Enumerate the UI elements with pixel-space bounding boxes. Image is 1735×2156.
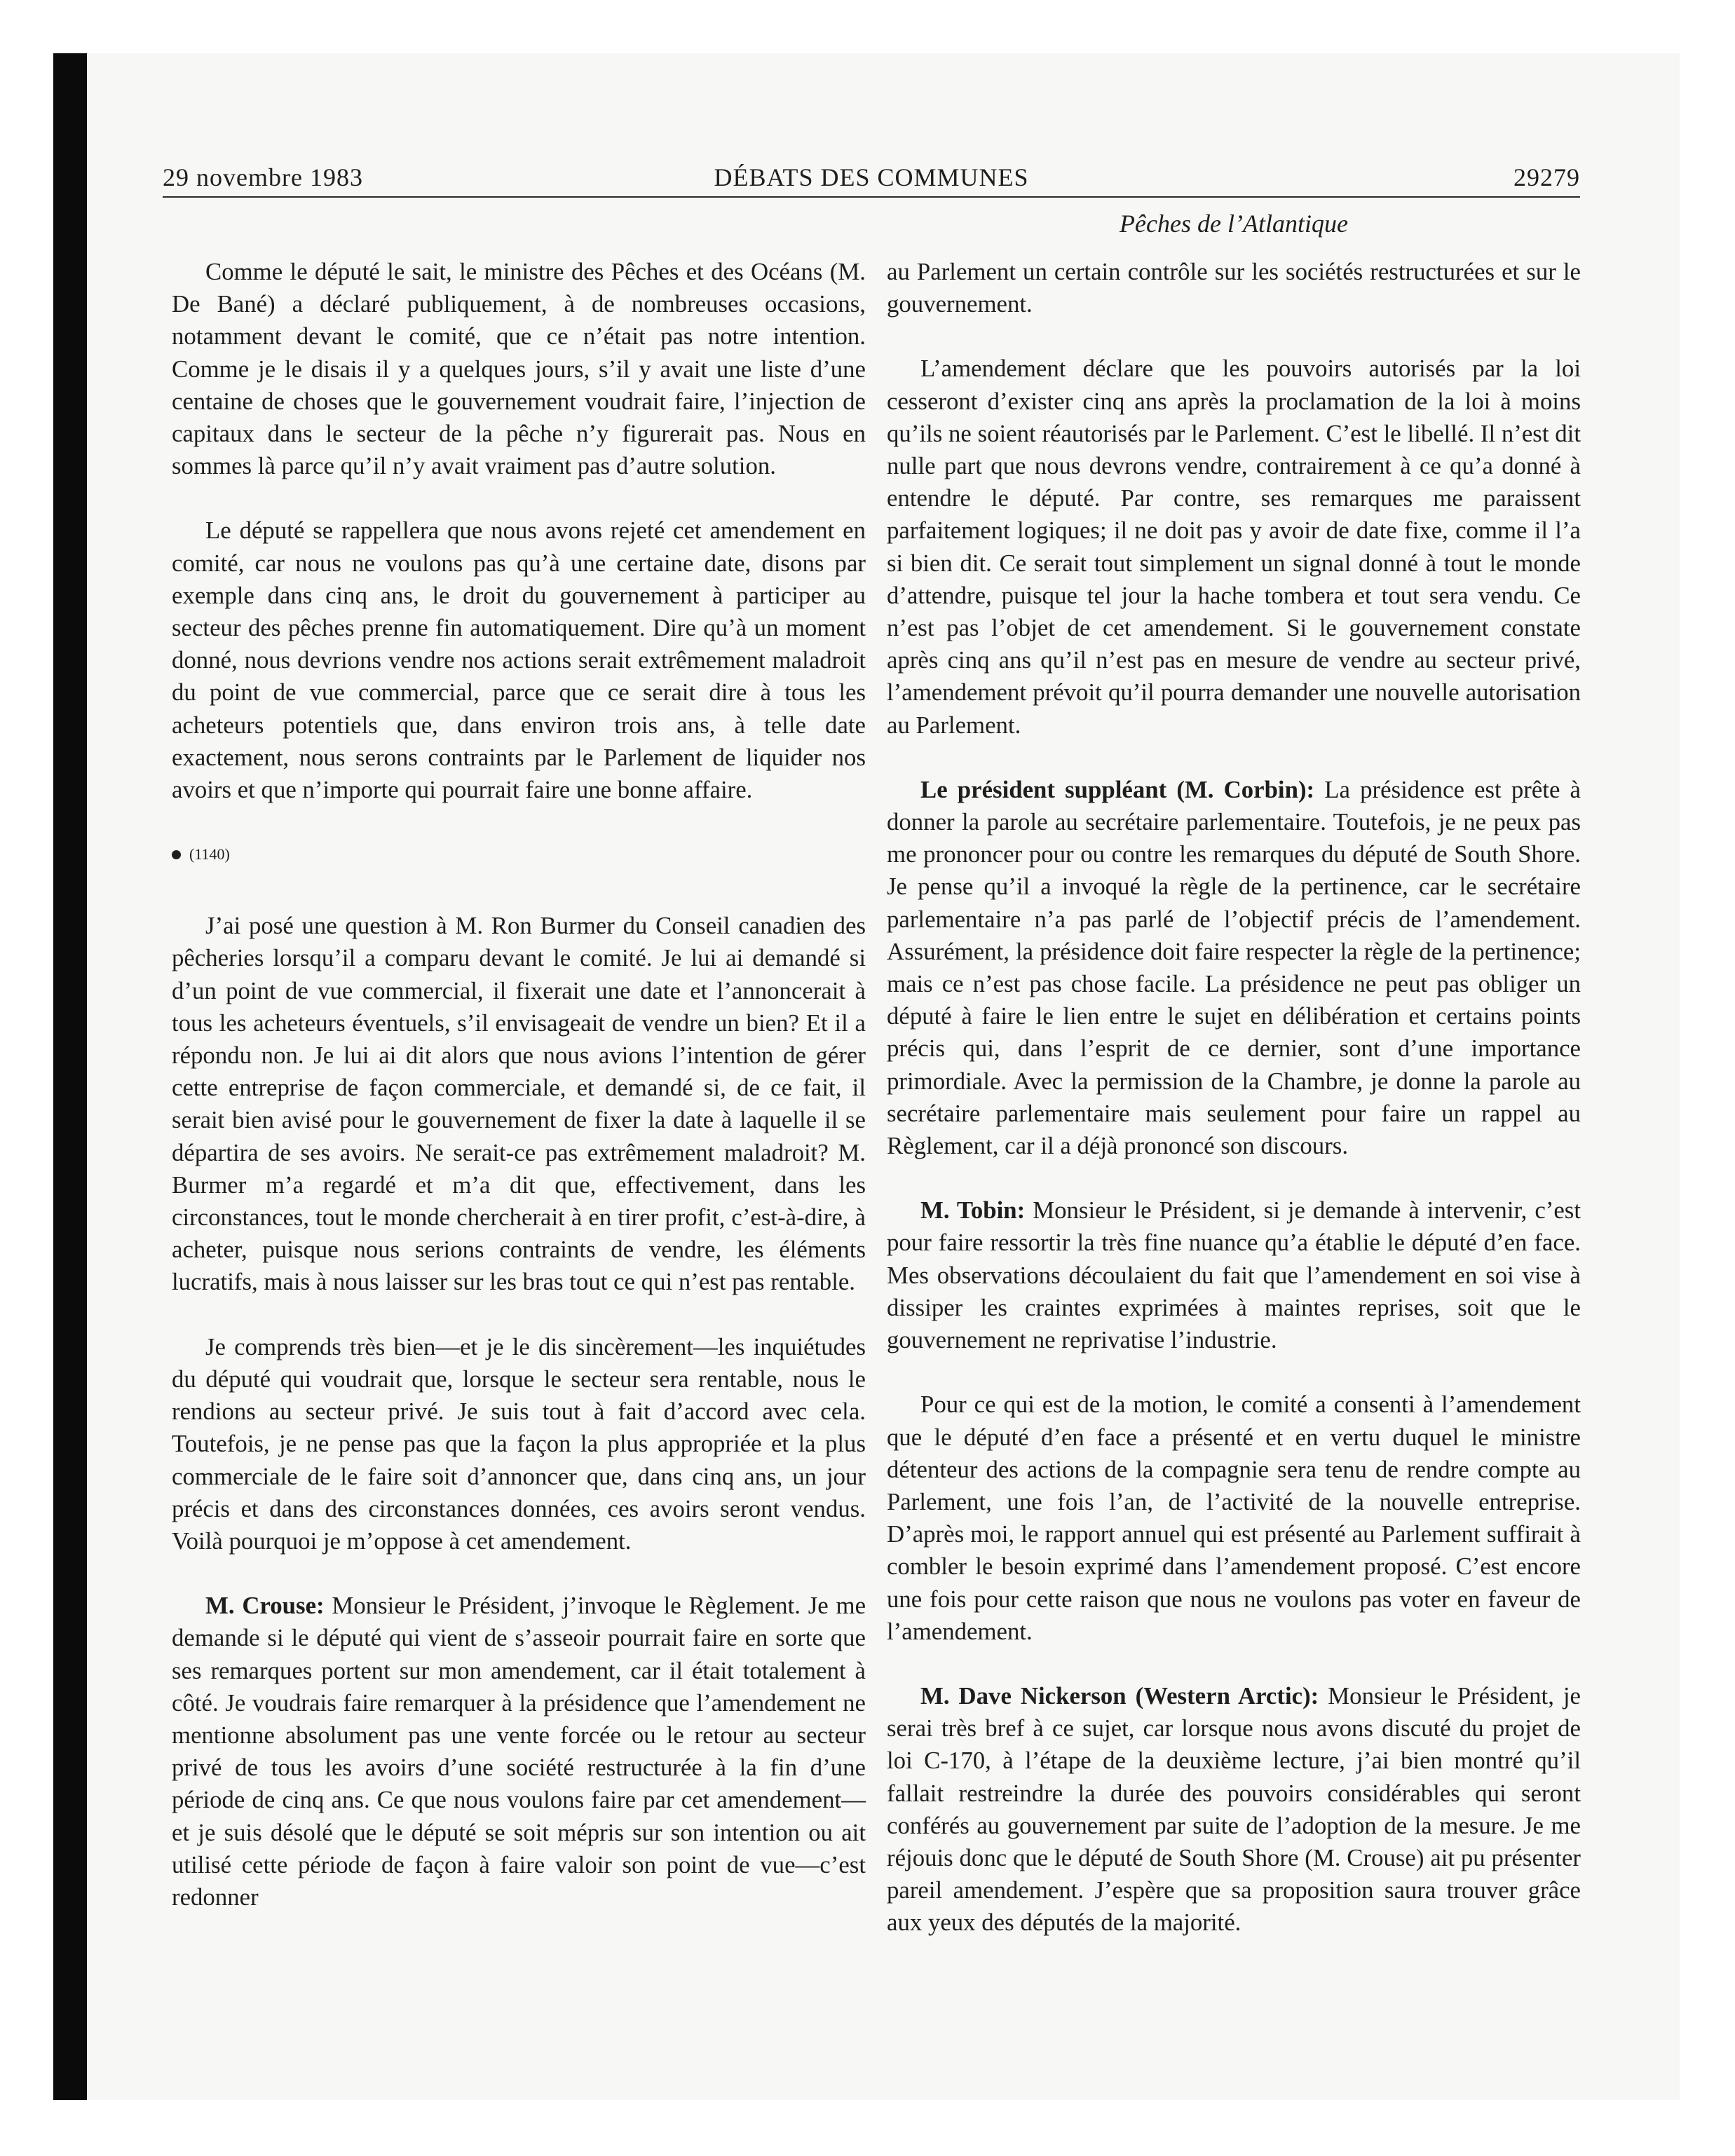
speaker-name: M. Crouse: <box>205 1592 325 1620</box>
scan-binding-edge <box>53 53 87 2100</box>
left-column <box>172 256 866 1946</box>
page-number: 29279 <box>1513 163 1580 191</box>
speaker-name: M. Tobin: <box>920 1196 1026 1224</box>
paragraph: Pour ce qui est de la motion, le comité a consenti à l’amendement que le député d’en face a présenté et en vertu duquel le ministre détenteur des actions de la compagnie sera tenu de rendre compte au Parlement, une fois l’an, de l’activité de la nouvelle entreprise. D’après moi, le rapport annuel qui est présenté au Parlement suffirait à combler le besoin exprimé dans l’amendement proposé. C’est encore une fois pour cette raison que nous ne voulons pas voter en faveur de l’amendement. <box>887 1391 1581 1645</box>
time-marker-text: (1140) <box>189 845 230 864</box>
speaker-name: Le président suppléant (M. Corbin): <box>920 775 1315 803</box>
time-marker <box>172 838 866 871</box>
speech-paragraph <box>887 1680 1581 1939</box>
paragraph: Je comprends très bien—et je le dis sincèrement—les inquiétudes du député qui voudrait que, lorsque le secteur sera rentable, nous le rendions au secteur privé. Je suis tout à fait d’accord avec cela. Toutefois, je ne pense pas que la façon la plus appropriée et la plus commerciale de le faire soit d’annoncer que, dans cinq ans, un jour précis et dans des circonstances données, ces avoirs seront vendus. Voilà pourquoi je m’oppose à cet amendement. <box>172 1332 866 1555</box>
speech-paragraph <box>887 774 1581 1162</box>
paragraph: J’ai posé une question à M. Ron Burmer du Conseil canadien des pêcheries lorsqu’il a comparu devant le comité. Je lui ai demandé si d’un point de vue commercial, il fixerait une date et l’annoncerait à tous les acheteurs éventuels, s’il envisageait de vendre un bien? Et il a répondu non. Je lui ai dit alors que nous avions l’intention de gérer cette entreprise de façon commerciale, et demandé si, de ce fait, il serait bien avisé pour le gouvernement de fixer la date à laquelle il se départira de ses avoirs. Ne serait-ce pas extrêmement maladroit? M. Burmer m’a regardé et m’a dit que, effectivement, dans les circonstances, tout le monde chercherait à en tirer profit, c’est-à-dire, à acheter, puisque nous serions contraints de vendre, les éléments lucratifs, mais à nous laisser sur les bras tout ce qui n’est pas rentable. <box>172 912 866 1296</box>
speaker-name: M. Dave Nickerson (Western Arctic): <box>920 1681 1319 1710</box>
paragraph: L’amendement déclare que les pouvoirs autorisés par la loi cesseront d’exister cinq ans après la proclamation de la loi à moins qu’ils ne soient réautorisés par le Parlement. C’est le libellé. Il n’est dit nulle part que nous devrons vendre, contrairement à ce qu’a donné à entendre le député. Par contre, ses remarques me paraissent parfaitement logiques; il ne doit pas y avoir de date fixe, comme il l’a si bien dit. Ce serait tout simplement un signal donné à tout le monde d’attendre, puisque tel jour la hache tombera et tout sera vendu. Ce n’est pas l’objet de cet amendement. Si le gouvernement constate après cinq ans qu’il n’est pas en mesure de vendre au secteur privé, l’amendement prévoit qu’il pourra demander une nouvelle autorisation au Parlement. <box>887 355 1581 739</box>
header-title: DÉBATS DES COMMUNES <box>714 163 1029 191</box>
speech-paragraph <box>887 1194 1581 1356</box>
right-column <box>887 256 1581 1972</box>
speech-text: La présidence est prête à donner la parole au secrétaire parlementaire. Toutefois, je ne peux pas me prononcer pour ou contre les remarques du député de South Shore. Je pense qu’il a invoqué la règle de la pertinence, car le secrétaire parlementaire n’a pas parlé de l’objectif précis de l’amendement. Assurément, la présidence doit faire respecter la règle de la pertinence; mais ce n’est pas chose facile. La présidence ne peut pas obliger un député à faire le lien entre le sujet en délibération et certains points précis qui, dans l’esprit de ce dernier, sont d’une importance primordiale. Avec la permission de la Chambre, je donne la parole au secrétaire parlementaire mais seulement pour faire un rappel au Règlement, car il a déjà prononcé son discours. <box>887 775 1581 1160</box>
speech-text: Monsieur le Président, je serai très bref à ce sujet, car lorsque nous avons discuté du projet de loi C-170, à l’étape de la deuxième lecture, j’ai bien montré qu’il fallait restreindre la durée des pouvoirs considérables qui seront conférés au gouvernement par suite de l’adoption de la mesure. Je me réjouis donc que le député de South Shore (M. Crouse) ait pu présenter pareil amendement. J’espère que sa proposition saura trouver grâce aux yeux des députés de la majorité. <box>887 1681 1581 1937</box>
section-title: Pêches de l’Atlantique <box>1120 210 1348 238</box>
paragraph-continued: au Parlement un certain contrôle sur les sociétés restructurées et sur le gouvernement. <box>887 258 1581 318</box>
header-rule <box>163 196 1580 198</box>
speech-text: Monsieur le Président, j’invoque le Règlement. Je me demande si le député qui vient de s’asseoir pourrait faire en sorte que ses remarques portent sur mon amendement, car il était totalement à côté. Je voudrais faire remarquer à la présidence que l’amendement ne mentionne absolument pas une vente forcée ou le retour au secteur privé de tous les avoirs d’une société restructurée à la fin d’une période de cinq ans. Ce que nous voulons faire par cet amendement—et je suis désolé que le député se soit mépris sur son intention ou ait utilisé cette période de façon à faire valoir son point de vue—c’est redonner <box>172 1592 866 1911</box>
header-date: 29 novembre 1983 <box>163 163 363 191</box>
bullet-icon <box>172 850 181 859</box>
speech-text: Monsieur le Président, si je demande à intervenir, c’est pour faire ressortir la très fine nuance qu’a établie le député d’en face. Mes observations découlaient du fait que l’amendement en soi vise à dissiper les craintes exprimées à maintes reprises, soit que le gouvernement ne reprivatise l’industrie. <box>887 1196 1581 1354</box>
paragraph: Comme le député le sait, le ministre des Pêches et des Océans (M. De Bané) a déclaré publiquement, à de nombreuses occasions, notamment devant le comité, que ce n’était pas notre intention. Comme je le disais il y a quelques jours, s’il y avait une liste d’une centaine de choses que le gouvernement voudrait faire, l’injection de capitaux dans le secteur de la pêche n’y figurerait pas. Nous en sommes là parce qu’il n’y avait vraiment pas d’autre solution. <box>172 258 866 480</box>
paragraph: Le député se rappellera que nous avons rejeté cet amendement en comité, car nous ne voulons pas qu’à une certaine date, disons par exemple dans cinq ans, le droit du gouvernement à participer au secteur des pêches prenne fin automatiquement. Dire qu’à un moment donné, nous devrions vendre nos actions serait extrêmement maladroit du point de vue commercial, parce que ce serait dire à tous les acheteurs potentiels que, dans environ trois ans, à telle date exactement, nous serons contraints par le Parlement de liquider nos avoirs et que n’importe qui pourrait faire une bonne affaire. <box>172 517 866 804</box>
running-header <box>163 163 1580 195</box>
speech-paragraph <box>172 1590 866 1913</box>
